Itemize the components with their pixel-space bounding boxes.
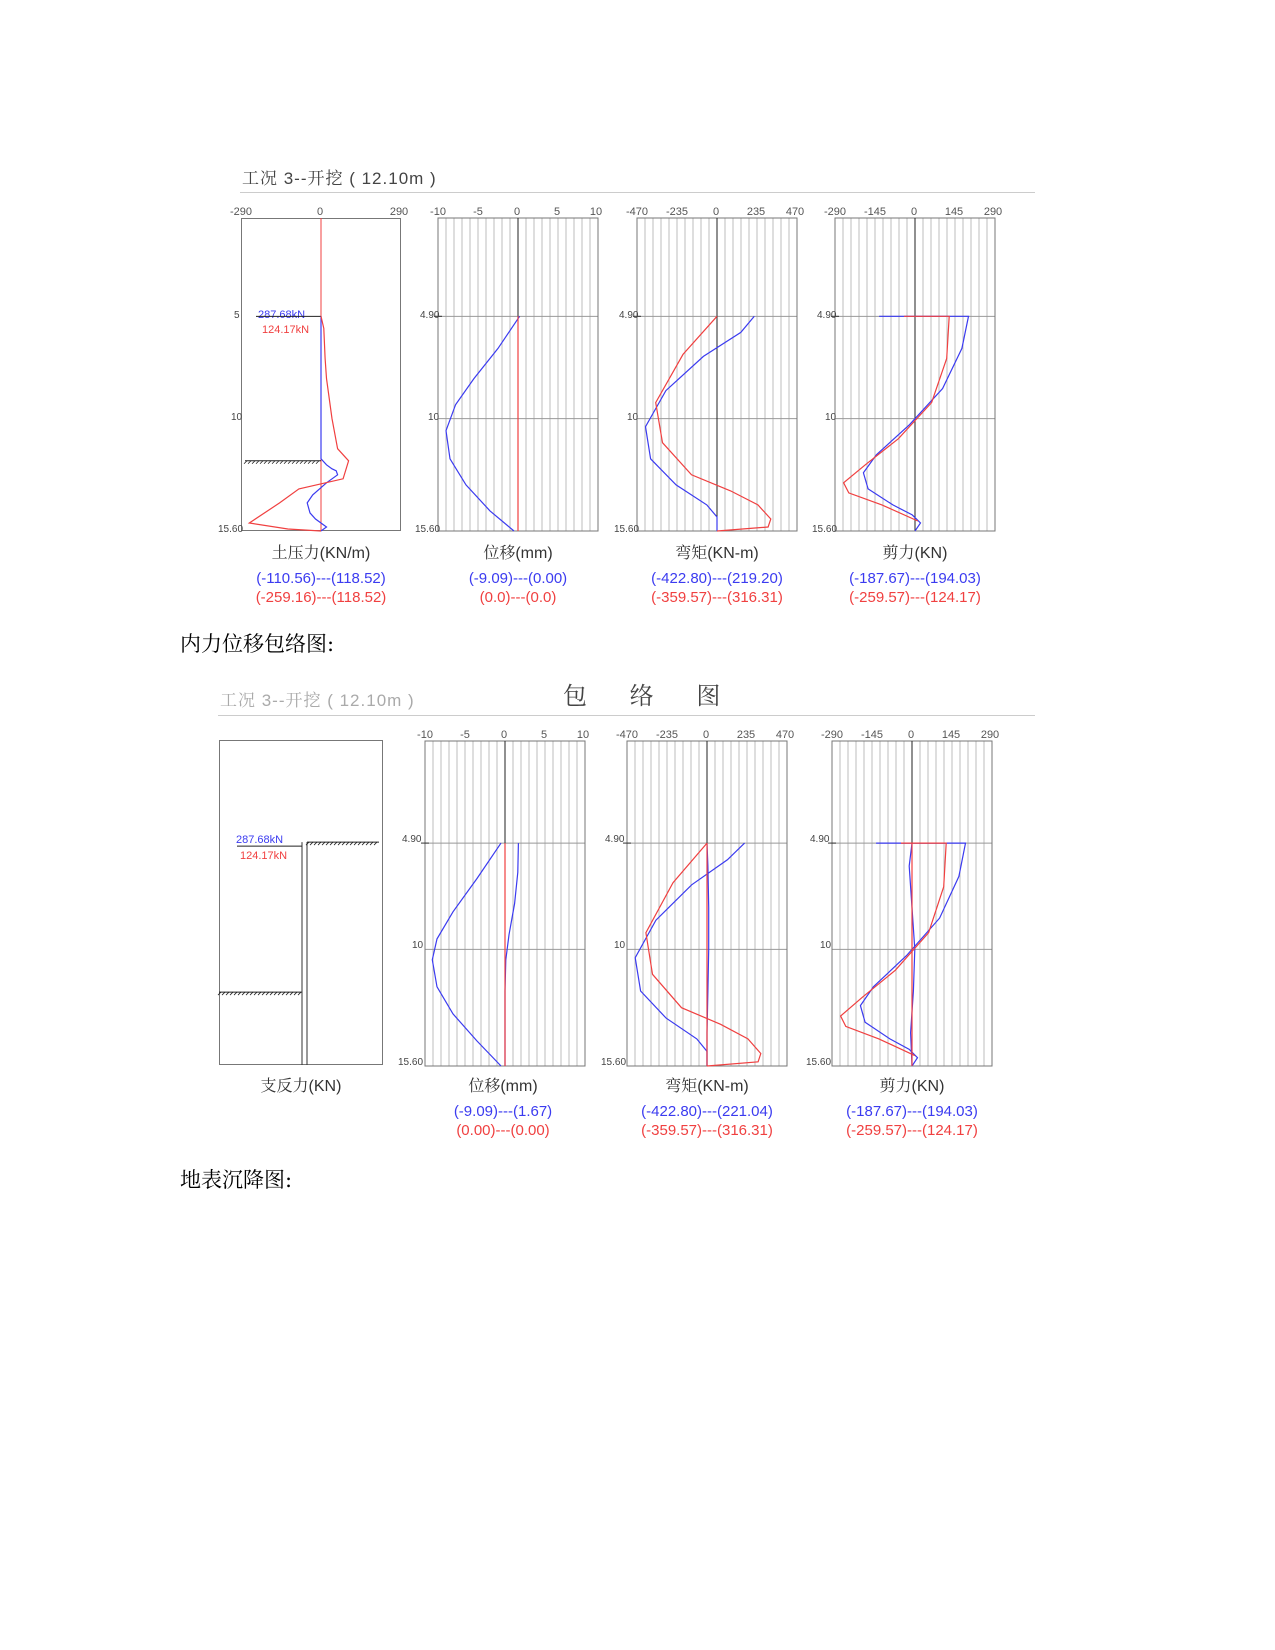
- series-line-blue: [446, 316, 520, 531]
- tick-label: 0: [907, 729, 915, 741]
- shear-range-red: (-259.57)---(124.17): [846, 1122, 978, 1139]
- tick-label: 145: [944, 206, 964, 218]
- depth-label: 5: [234, 310, 240, 321]
- depth-label: 15.60: [601, 1057, 627, 1068]
- displacement-caption: 位移(mm): [483, 545, 553, 562]
- series-line-red: [656, 316, 771, 531]
- depth-label: 15.60: [806, 1057, 832, 1068]
- tick-label: -10: [417, 729, 433, 741]
- support-force-red: 124.17kN: [240, 850, 288, 862]
- tick-label: -145: [863, 206, 887, 218]
- tick-label: 235: [736, 729, 756, 741]
- moment-range-blue: (-422.80)---(219.20): [651, 570, 783, 587]
- tick-label: 10: [576, 729, 590, 741]
- shear-caption: 剪力(KN): [882, 545, 948, 562]
- depth-label: 10: [820, 940, 832, 951]
- moment-caption: 弯矩(KN-m): [675, 545, 759, 562]
- series-line-blue: [432, 843, 501, 1066]
- moment-range-red: (-359.57)---(316.31): [641, 1122, 773, 1139]
- tick-label: 0: [316, 206, 324, 218]
- series-line-blue: [863, 316, 968, 531]
- tick-label: 0: [702, 729, 710, 741]
- tick-label: 0: [910, 206, 918, 218]
- shear-range-blue: (-187.67)---(194.03): [849, 570, 981, 587]
- pressure-plot: [241, 218, 401, 531]
- displacement-range-blue: (-9.09)---(1.67): [453, 1103, 553, 1120]
- displacement-range-blue: (-9.09)---(0.00): [468, 570, 568, 587]
- displacement-range-red: (0.0)---(0.0): [479, 589, 557, 606]
- tick-label: 290: [980, 729, 1000, 741]
- depth-label: 4.90: [605, 834, 625, 845]
- depth-label: 15.60: [415, 524, 441, 535]
- tick-label: 470: [775, 729, 795, 741]
- depth-label: 10: [627, 412, 639, 423]
- moment-plot: [637, 218, 797, 531]
- tick-label: -10: [430, 206, 446, 218]
- depth-label: 15.60: [218, 524, 244, 535]
- case-title: 工况 3--开挖 ( 12.10m ): [220, 691, 415, 710]
- depth-label: 4.90: [810, 834, 830, 845]
- depth-label: 4.90: [420, 310, 440, 321]
- tick-label: -5: [460, 729, 470, 741]
- tick-label: 0: [712, 206, 720, 218]
- tick-label: -470: [615, 729, 639, 741]
- depth-label: 10: [231, 412, 243, 423]
- title-rule: [218, 715, 1035, 716]
- tick-label: -290: [229, 206, 253, 218]
- moment-range-blue: (-422.80)---(221.04): [641, 1103, 773, 1120]
- envelope-heading: 内力位移包络图:: [180, 632, 335, 656]
- series-line-blue: [635, 843, 744, 1066]
- tick-label: 235: [746, 206, 766, 218]
- moment-envelope-plot: [627, 741, 787, 1066]
- case-title: 工况 3--开挖 ( 12.10m ): [242, 169, 437, 188]
- support-force-red: 124.17kN: [262, 324, 310, 336]
- tick-label: -235: [655, 729, 679, 741]
- displacement-range-red: (0.00)---(0.00): [456, 1122, 550, 1139]
- support-force-blue: 287.68kN: [258, 309, 306, 321]
- tick-label: -290: [823, 206, 847, 218]
- tick-label: 290: [389, 206, 409, 218]
- depth-label: 4.90: [402, 834, 422, 845]
- tick-label: 290: [983, 206, 1003, 218]
- depth-label: 15.60: [812, 524, 838, 535]
- moment-range-red: (-359.57)---(316.31): [651, 589, 783, 606]
- depth-label: 10: [428, 412, 440, 423]
- depth-label: 15.60: [614, 524, 640, 535]
- series-line-blue-max: [505, 843, 518, 1066]
- tick-label: -470: [625, 206, 649, 218]
- depth-label: 4.90: [817, 310, 837, 321]
- shear-range-blue: (-187.67)---(194.03): [846, 1103, 978, 1120]
- pressure-caption: 土压力(KN/m): [271, 545, 371, 562]
- series-line-blue: [860, 843, 965, 1066]
- tick-label: 470: [785, 206, 805, 218]
- shear-range-red: (-259.57)---(124.17): [849, 589, 981, 606]
- tick-label: 10: [589, 206, 603, 218]
- title-rule: [240, 192, 1035, 193]
- shear-plot: [835, 218, 995, 531]
- envelope-title: 包 络 图: [563, 683, 739, 710]
- tick-label: -235: [665, 206, 689, 218]
- pressure-range-blue: (-110.56)---(118.52): [256, 570, 386, 587]
- tick-label: 0: [500, 729, 508, 741]
- support-force-blue: 287.68kN: [236, 834, 284, 846]
- depth-label: 10: [412, 940, 424, 951]
- shear-caption: 剪力(KN): [879, 1078, 945, 1095]
- pressure-range-red: (-259.16)---(118.52): [255, 589, 387, 606]
- shear-envelope-plot: [832, 741, 992, 1066]
- tick-label: -5: [473, 206, 483, 218]
- tick-label: -145: [860, 729, 884, 741]
- tick-label: 145: [941, 729, 961, 741]
- depth-label: 15.60: [398, 1057, 424, 1068]
- tick-label: 5: [540, 729, 548, 741]
- depth-label: 4.90: [619, 310, 639, 321]
- series-line-blue: [646, 316, 755, 531]
- displacement-envelope-plot: [425, 741, 585, 1066]
- support-reaction-caption: 支反力(KN): [260, 1078, 342, 1095]
- displacement-plot: [438, 218, 598, 531]
- support-reaction-plot: [219, 740, 383, 1065]
- settlement-heading: 地表沉降图:: [180, 1168, 293, 1192]
- pressure-series-red: [249, 316, 348, 531]
- tick-label: -290: [820, 729, 844, 741]
- tick-label: 0: [513, 206, 521, 218]
- tick-label: 5: [553, 206, 561, 218]
- displacement-caption: 位移(mm): [468, 1078, 538, 1095]
- depth-label: 10: [614, 940, 626, 951]
- moment-caption: 弯矩(KN-m): [665, 1078, 749, 1095]
- depth-label: 10: [825, 412, 837, 423]
